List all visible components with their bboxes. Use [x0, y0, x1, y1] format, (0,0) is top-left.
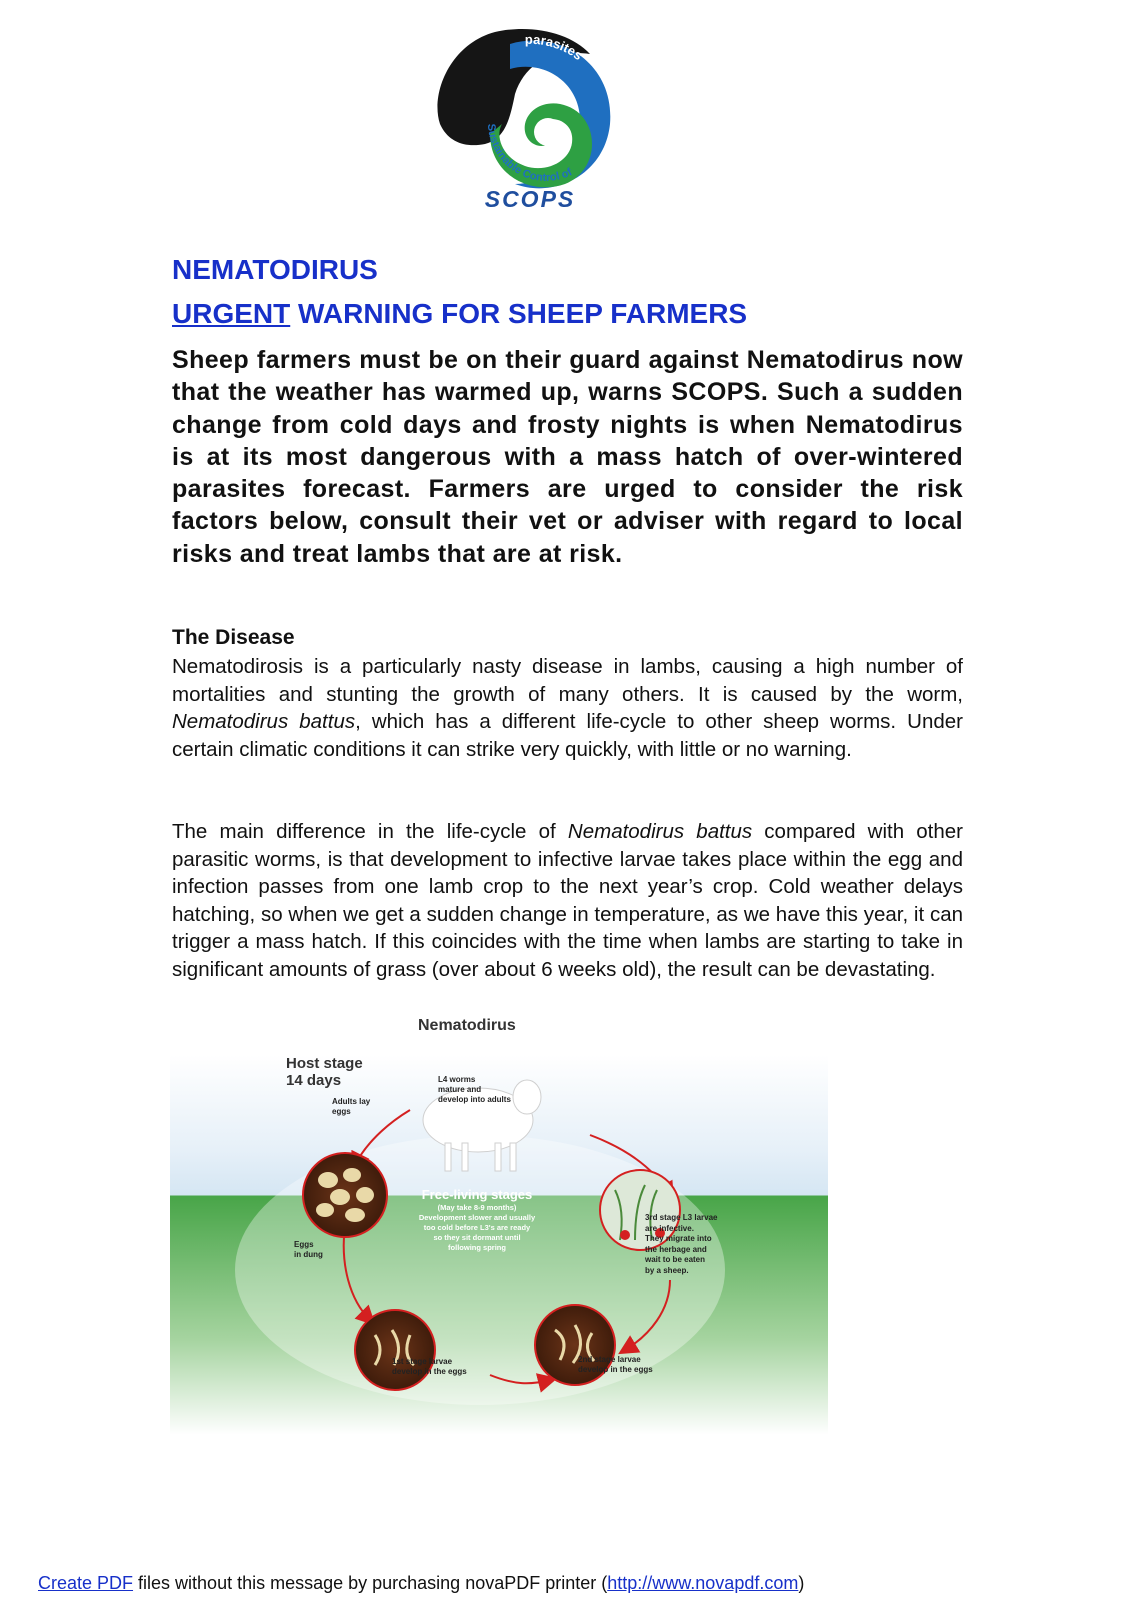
free-living-line-3: too cold before L3's are ready [423, 1223, 531, 1232]
l4-line-3: develop into adults [438, 1095, 511, 1104]
l3-line-6: by a sheep. [645, 1265, 689, 1275]
p1-text-b: , which has a different life-cycle to other sheep worms. Under certain climatic conditions it can strike very quickly, with little or no warning. [172, 710, 963, 761]
free-living-line-5: following spring [448, 1243, 506, 1252]
logo-arc-inner: Sustainable Control of [484, 123, 574, 184]
free-living-line-1: (May take 8-9 months) [437, 1203, 517, 1212]
title-urgent: URGENT [172, 298, 291, 329]
title-line-1: NEMATODIRUS [172, 254, 378, 285]
second-stage-line-1: 2nd stage larvae [578, 1355, 641, 1364]
free-living-line-4: so they sit dormant until [433, 1233, 521, 1242]
diagram-labels [170, 1017, 828, 1435]
l3-line-2: are infective. [645, 1223, 694, 1233]
footer-close: ) [798, 1573, 805, 1593]
eggs-line-1: Eggs [294, 1240, 314, 1249]
p2-text-a: The main difference in the life-cycle of [172, 820, 568, 843]
first-stage-line-1: 1st stage larvae [392, 1357, 453, 1366]
create-pdf-link[interactable]: Create PDF [38, 1573, 134, 1593]
disease-paragraph-1 [172, 653, 963, 763]
logo-arc-outer: parasites [524, 31, 586, 64]
first-stage-label [392, 1357, 467, 1377]
second-stage-label [578, 1355, 653, 1375]
p2-species: Nematodirus battus [567, 820, 753, 843]
novapdf-url-link[interactable]: http://www.novapdf.com [607, 1573, 799, 1593]
l3-line-3: They migrate into [645, 1234, 712, 1243]
diagram-title: Nematodirus [418, 1017, 516, 1034]
first-stage-line-2: develop in the eggs [392, 1367, 467, 1376]
page-title [172, 248, 972, 336]
l4-label [438, 1075, 511, 1105]
footer-notice [38, 1573, 804, 1594]
p2-text-b: compared with other parasitic worms, is that development to infective larvae takes place within the egg and infection passes from one lamb crop to the next year’s crop. Cold weather delays hatching, so when we get a sudden change in temperature, as we have this year, it can trigger a mass hatch. If this coincides with the time when lambs are starting to take in significant amounts of grass (over about 6 weeks old), the result can be devastating. [172, 820, 963, 981]
eggs-line-2: in dung [294, 1250, 323, 1259]
l3-line-5: wait to be eaten [645, 1255, 706, 1264]
free-living-line-2: Development slower and usually [418, 1213, 536, 1222]
second-stage-line-2: develop in the eggs [578, 1365, 653, 1374]
host-stage-label [286, 1055, 363, 1089]
l3-label [645, 1213, 717, 1276]
p1-species: Nematodirus battus [172, 710, 356, 733]
adults-lay-label [332, 1097, 370, 1117]
host-stage-line-1: Host stage [286, 1055, 363, 1072]
adults-lay-line-1: Adults lay [332, 1097, 371, 1106]
adults-lay-line-2: eggs [332, 1107, 351, 1116]
lead-paragraph: Sheep farmers must be on their guard against Nematodirus now that the weather has warmed up, warns SCOPS. Such a sudden change from cold days and frosty nights is when Nematodirus is at its most dangerous with a mass hatch of over-wintered parasites forecast. Farmers are urged to consider the risk factors below, consult their vet or adviser with regard to local risks and treat lambs that are at risk. [172, 346, 963, 568]
l4-line-1: L4 worms [438, 1075, 476, 1084]
logo-wordmark: SCOPS [484, 186, 576, 212]
host-stage-line-2: 14 days [286, 1072, 342, 1089]
free-living-title: Free-living stages [421, 1187, 533, 1202]
eggs-label [294, 1240, 323, 1260]
l3-line-4: the herbage and [645, 1244, 707, 1254]
title-line-2-rest: WARNING FOR SHEEP FARMERS [290, 298, 748, 329]
free-living-label [402, 1187, 552, 1253]
disease-paragraph-2 [172, 818, 963, 983]
section-heading-disease: The Disease [172, 626, 295, 649]
p1-text-a: Nematodirosis is a particularly nasty disease in lambs, causing a high number of mortalities and stunting the growth of many others. It is caused by the worm, [172, 655, 963, 706]
footer-middle: files without this message by purchasing novaPDF printer ( [133, 1573, 608, 1593]
l4-line-2: mature and [438, 1085, 482, 1094]
l3-line-1: 3rd stage L3 larvae [645, 1213, 718, 1222]
